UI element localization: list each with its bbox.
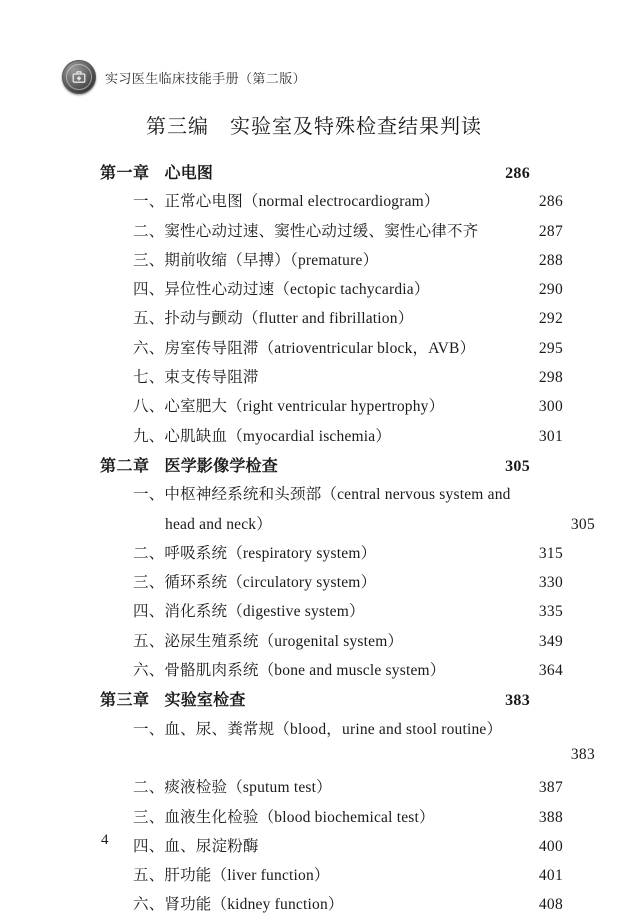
toc-entry-label: 一、血、尿、粪常规（blood，urine and stool routine） — [133, 720, 503, 738]
toc-page-number: 286 — [505, 165, 530, 182]
page-number: 4 — [101, 832, 109, 848]
toc-entry-label: 医学影像学检查 — [164, 457, 278, 475]
toc-page-number: 383 — [570, 745, 595, 763]
toc-chapter-row[interactable] — [100, 453, 530, 482]
toc-entry-label: 三、血液生化检验（blood biochemical test） — [133, 808, 435, 826]
toc-entry-label: 心电图 — [164, 165, 214, 182]
toc-page-number: 387 — [538, 779, 563, 797]
running-header — [62, 58, 306, 96]
toc-entry-row[interactable] — [100, 248, 563, 277]
toc-entry-label: 五、泌尿生殖系统（urogenital system） — [133, 632, 404, 650]
toc-entry-row[interactable] — [100, 775, 563, 804]
book-title: 实习医生临床技能手册（第二版） — [105, 71, 307, 87]
toc-page-number: 290 — [538, 281, 563, 299]
toc-entry-label: 五、扑动与颤动（flutter and fibrillation） — [133, 310, 414, 328]
toc-chapter-number: 第二章 — [100, 457, 150, 475]
toc-entry-label: 六、肾功能（kidney function） — [133, 896, 344, 914]
toc-page-number: 286 — [538, 193, 563, 211]
toc-chapter-row[interactable] — [100, 160, 530, 189]
toc-entry-row[interactable] — [100, 219, 563, 248]
toc-entry-label: 五、肝功能（liver function） — [133, 867, 330, 885]
toc-entry-label: 二、窦性心动过速、窦性心动过缓、窦性心律不齐 — [133, 222, 479, 240]
toc-entry-row[interactable] — [100, 570, 563, 599]
toc-entry-row[interactable] — [100, 805, 563, 834]
toc-page-number: 388 — [538, 808, 563, 826]
toc-entry-row[interactable] — [100, 394, 563, 423]
toc-entry-label: head and neck） — [165, 515, 272, 533]
toc-entry-label: 实验室检查 — [164, 692, 246, 710]
toc-entry-label: 六、房室传导阻滞（atrioventricular block，AVB） — [133, 339, 476, 357]
toc-chapter-row[interactable] — [100, 687, 530, 716]
toc-page-number: 300 — [538, 398, 563, 416]
toc-entry-label: 八、心室肥大（right ventricular hypertrophy） — [133, 398, 445, 416]
toc-entry-row[interactable] — [100, 717, 563, 746]
toc-entry-row[interactable] — [100, 512, 595, 541]
toc-entry-row[interactable] — [100, 892, 563, 921]
toc-entry-label: 四、异位性心动过速（ectopic tachycardia） — [133, 281, 430, 299]
toc-entry-row[interactable] — [100, 599, 563, 628]
toc-page-number: 295 — [538, 339, 563, 357]
toc-page-number: 330 — [538, 574, 563, 592]
toc-entry-label: 一、中枢神经系统和头颈部（central nervous system and — [133, 486, 511, 504]
toc-entry-row[interactable] — [100, 834, 563, 863]
toc-page-number: 315 — [538, 544, 563, 562]
toc-entry-label: 四、血、尿淀粉酶 — [133, 837, 259, 855]
toc-entry-row[interactable] — [100, 277, 563, 306]
toc-page-number: 298 — [538, 369, 563, 387]
toc-page-number: 349 — [538, 632, 563, 650]
toc-entry-row[interactable] — [100, 189, 563, 218]
toc-entry-label: 四、消化系统（digestive system） — [133, 603, 365, 621]
toc-entry-label: 三、期前收缩（早搏）（premature） — [133, 251, 379, 269]
toc-entry-label: 三、循环系统（circulatory system） — [133, 574, 377, 592]
toc-page-number: 400 — [538, 837, 563, 855]
toc-page-number: 301 — [538, 427, 563, 445]
toc-entry-row[interactable] — [100, 541, 563, 570]
toc-entry-label: 二、呼吸系统（respiratory system） — [133, 544, 377, 562]
toc-page-number: 335 — [538, 603, 563, 621]
toc-entry-label: 六、骨骼肌肉系统（bone and muscle system） — [133, 662, 446, 680]
toc-page-number: 287 — [538, 222, 563, 240]
toc-entry-label: 七、束支传导阻滞 — [133, 369, 259, 387]
toc-entry-row[interactable] — [100, 746, 595, 775]
toc-page-number: 305 — [505, 457, 530, 475]
toc-entry-row[interactable] — [100, 306, 563, 335]
table-of-contents — [100, 160, 595, 922]
medical-bag-badge-icon — [62, 60, 96, 94]
toc-page-number: 408 — [538, 896, 563, 914]
toc-page-number: 305 — [570, 515, 595, 533]
toc-page-number: 288 — [538, 251, 563, 269]
toc-entry-row[interactable] — [100, 658, 563, 687]
toc-entry-label: 九、心肌缺血（myocardial ischemia） — [133, 427, 392, 445]
toc-entry-row[interactable] — [100, 336, 563, 365]
toc-entry-row[interactable] — [100, 863, 563, 892]
part-title: 第三编 实验室及特殊检查结果判读 — [146, 114, 482, 138]
toc-page-number: 401 — [538, 867, 563, 885]
toc-entry-row[interactable] — [100, 424, 563, 453]
toc-page-number: 383 — [505, 692, 530, 710]
toc-entry-row[interactable] — [100, 629, 563, 658]
toc-entry-label: 一、正常心电图（normal electrocardiogram） — [133, 193, 440, 211]
toc-entry-label: 二、痰液检验（sputum test） — [133, 779, 332, 797]
toc-entry-row[interactable] — [100, 482, 563, 511]
toc-entry-row[interactable] — [100, 365, 563, 394]
toc-chapter-number: 第三章 — [100, 692, 150, 710]
toc-page-number: 292 — [538, 310, 563, 328]
toc-page-number: 364 — [538, 662, 563, 680]
toc-chapter-number: 第一章 — [100, 165, 150, 182]
